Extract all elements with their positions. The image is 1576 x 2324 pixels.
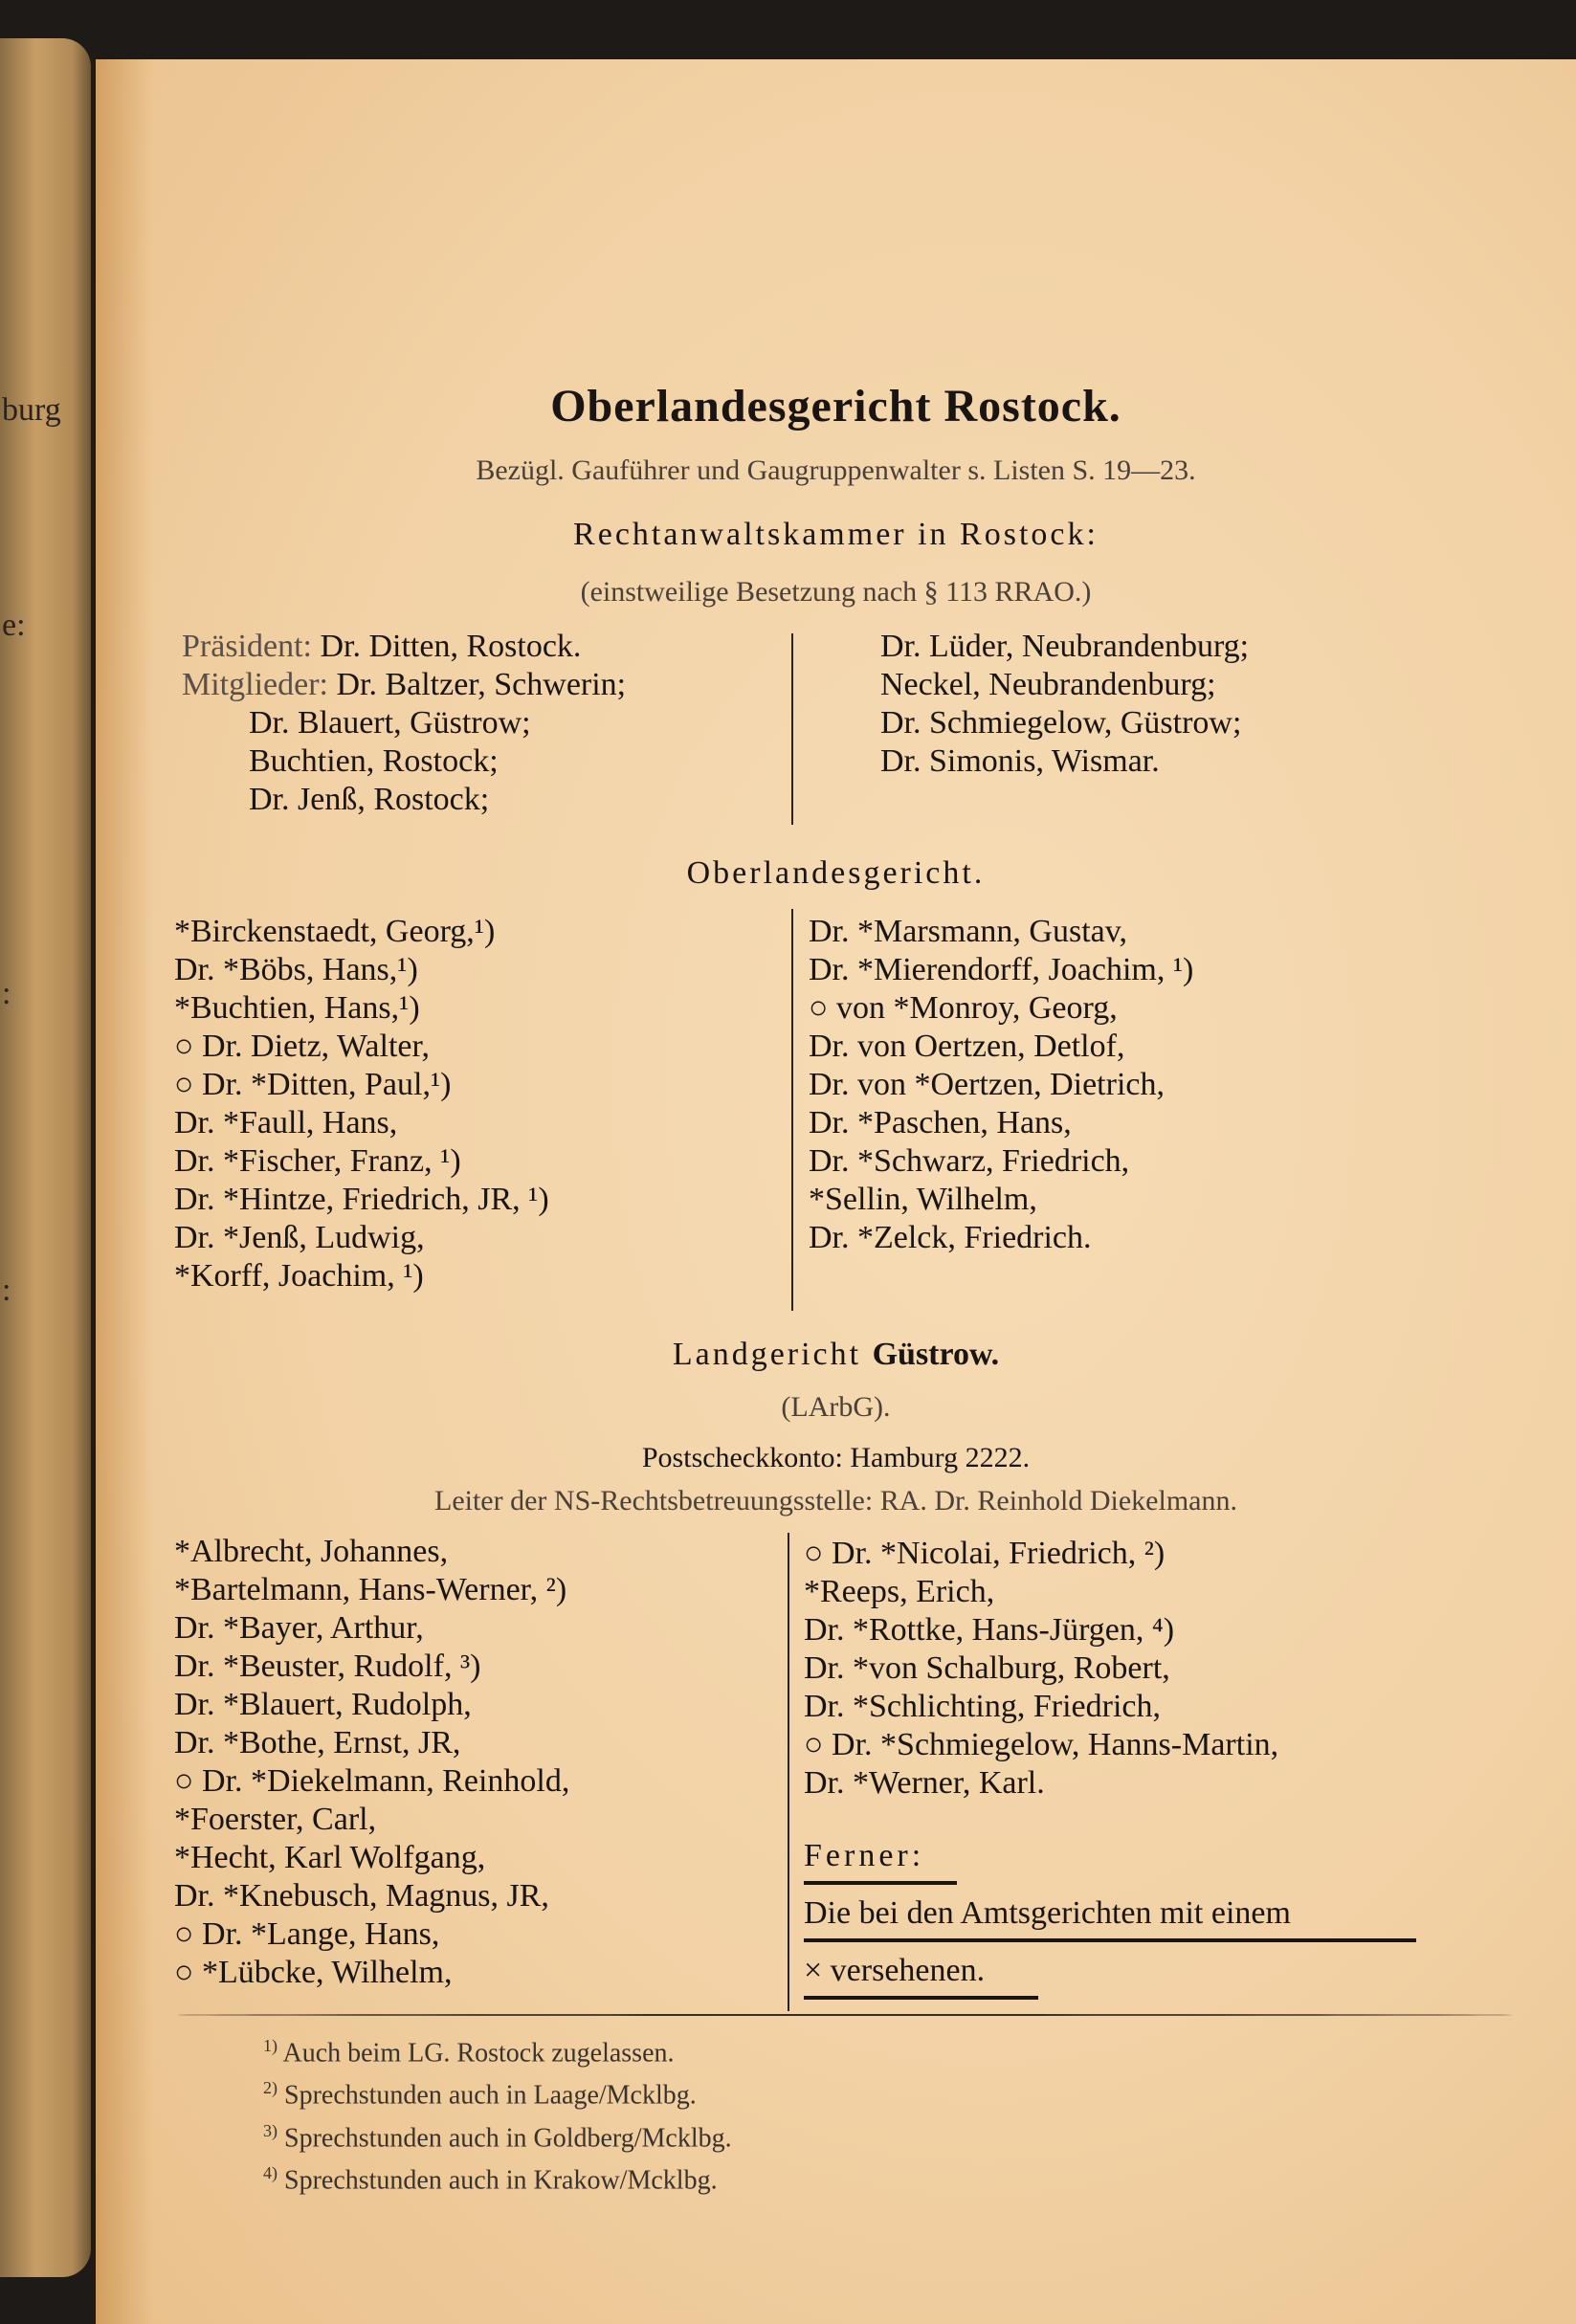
list-item: Dr. von Oertzen, Detlof, <box>809 1029 1125 1064</box>
list-item: *Buchtien, Hans,¹) <box>174 990 420 1026</box>
left-page-fragment: : <box>2 1273 11 1308</box>
list-item: Dr. *Faull, Hans, <box>174 1105 398 1140</box>
footnote-rule <box>177 2014 1512 2016</box>
olg-right-list <box>809 913 1193 1257</box>
list-item: Buchtien, Rostock; <box>249 743 499 779</box>
list-item: Dr. *Beuster, Rudolf, ³) <box>174 1649 481 1684</box>
list-item: Dr. *von Schalburg, Robert, <box>804 1650 1170 1686</box>
list-item: Dr. *Bayer, Arthur, <box>174 1610 424 1646</box>
document-page <box>96 59 1576 2324</box>
left-page-fragment: e: <box>2 608 26 643</box>
column-divider <box>791 909 793 1311</box>
list-item: ○ *Lübcke, Wilhelm, <box>174 1955 453 1990</box>
list-item: ○ von *Monroy, Georg, <box>809 990 1118 1026</box>
ferner-text: Die bei den Amtsgerichten mit einem <box>804 1895 1291 1931</box>
list-item: ○ Dr. *Nicolai, Friedrich, ²) <box>804 1536 1165 1571</box>
lg-left-list <box>174 1533 569 1992</box>
footnote: $^{2)}$ Sprechstunden auch in Laage/Mcklbg. <box>263 2078 697 2111</box>
list-item: Dr. Jenß, Rostock; <box>249 782 490 817</box>
kammer-heading: Rechtanwaltskammer in Rostock: <box>573 517 1099 552</box>
list-item: Dr. *Marsmann, Gustav, <box>809 914 1128 949</box>
page-title: Oberlandesgericht Rostock. <box>550 381 1121 432</box>
list-item: Dr. Lüder, Neubrandenburg; <box>880 629 1250 664</box>
footnotes <box>263 2028 732 2198</box>
lg-heading: Landgericht Güstrow. <box>672 1337 1000 1372</box>
kammer-right-list <box>880 628 1249 781</box>
list-item: *Hecht, Karl Wolfgang, <box>174 1840 486 1875</box>
list-item: ○ Dr. *Ditten, Paul,¹) <box>174 1067 452 1102</box>
olg-left-list <box>174 913 549 1295</box>
list-item: Dr. Schmiegelow, Güstrow; <box>880 705 1242 741</box>
olg-heading: Oberlandesgericht. <box>686 855 986 891</box>
footnote: $^{1)}$ Auch beim LG. Rostock zugelassen. <box>263 2036 675 2069</box>
left-page-fragment: : <box>2 976 11 1011</box>
list-item: Dr. *Böbs, Hans,¹) <box>174 952 418 987</box>
leiter: Leiter der NS-Rechtsbetreuungsstelle: RA. Dr. Reinhold Diekelmann. <box>434 1485 1237 1516</box>
kammer-left-list <box>182 628 626 819</box>
list-item: Dr. Blauert, Güstrow; <box>249 705 531 741</box>
list-item: Dr. *Rottke, Hans-Jürgen, ⁴) <box>804 1612 1175 1648</box>
list-item: *Albrecht, Johannes, <box>174 1534 449 1569</box>
underline <box>804 1938 1416 1942</box>
list-item: ○ Dr. *Diekelmann, Reinhold, <box>174 1763 570 1799</box>
left-page-fragment: burg <box>2 392 61 428</box>
list-item: ○ Dr. *Lange, Hans, <box>174 1916 440 1952</box>
kammer-note: (einstweilige Besetzung nach § 113 RRAO.) <box>580 576 1092 608</box>
list-item: *Korff, Joachim, ¹) <box>174 1258 424 1294</box>
list-item: Dr. von *Oertzen, Dietrich, <box>809 1067 1165 1102</box>
list-item: Dr. *Mierendorff, Joachim, ¹) <box>809 952 1194 987</box>
list-item: Dr. *Paschen, Hans, <box>809 1105 1072 1140</box>
left-page-edge <box>0 38 91 2277</box>
list-item: *Birckenstaedt, Georg,¹) <box>174 914 496 949</box>
list-item: Dr. *Schlichting, Friedrich, <box>804 1689 1162 1724</box>
ferner-text: × versehenen. <box>804 1953 986 1988</box>
list-item: Neckel, Neubrandenburg; <box>880 667 1216 702</box>
list-item: *Sellin, Wilhelm, <box>809 1182 1037 1217</box>
underline <box>804 1996 1038 2000</box>
list-item: Dr. Simonis, Wismar. <box>880 743 1160 779</box>
column-divider <box>791 633 793 825</box>
ferner-label: Ferner: <box>804 1838 925 1873</box>
subtitle: Bezügl. Gauführer und Gaugruppenwalter s. Listen S. 19—23. <box>476 454 1196 486</box>
list-item: Dr. *Blauert, Rudolph, <box>174 1687 472 1722</box>
list-item: Dr. *Hintze, Friedrich, JR, ¹) <box>174 1182 549 1217</box>
lg-abbr: (LArbG). <box>781 1391 891 1423</box>
list-item: *Foerster, Carl, <box>174 1802 377 1837</box>
list-item: ○ Dr. *Schmiegelow, Hanns-Martin, <box>804 1727 1279 1762</box>
footnote: $^{3)}$ Sprechstunden auch in Goldberg/Mcklbg. <box>263 2120 732 2153</box>
list-item: *Bartelmann, Hans-Werner, ²) <box>174 1572 567 1607</box>
list-item: Dr. *Schwarz, Friedrich, <box>809 1143 1130 1179</box>
list-item: *Reeps, Erich, <box>804 1574 995 1609</box>
underline <box>804 1881 957 1885</box>
column-divider <box>788 1533 789 2011</box>
list-item: ○ Dr. Dietz, Walter, <box>174 1029 430 1064</box>
footnote: $^{4)}$ Sprechstunden auch in Krakow/Mcklbg. <box>263 2162 718 2196</box>
list-item: Dr. *Werner, Karl. <box>804 1765 1045 1801</box>
list-item: Dr. *Jenß, Ludwig, <box>174 1220 425 1255</box>
list-item: Präsident: Dr. Ditten, Rostock. <box>182 629 582 664</box>
list-item: Dr. *Fischer, Franz, ¹) <box>174 1143 461 1179</box>
postscheck: Postscheckkonto: Hamburg 2222. <box>641 1442 1031 1473</box>
list-item: Dr. *Zelck, Friedrich. <box>809 1220 1092 1255</box>
list-item: Dr. *Bothe, Ernst, JR, <box>174 1725 461 1760</box>
lg-right-list <box>804 1535 1278 1803</box>
list-item: Dr. *Knebusch, Magnus, JR, <box>174 1878 549 1914</box>
list-item: Mitglieder: Dr. Baltzer, Schwerin; <box>182 667 627 702</box>
